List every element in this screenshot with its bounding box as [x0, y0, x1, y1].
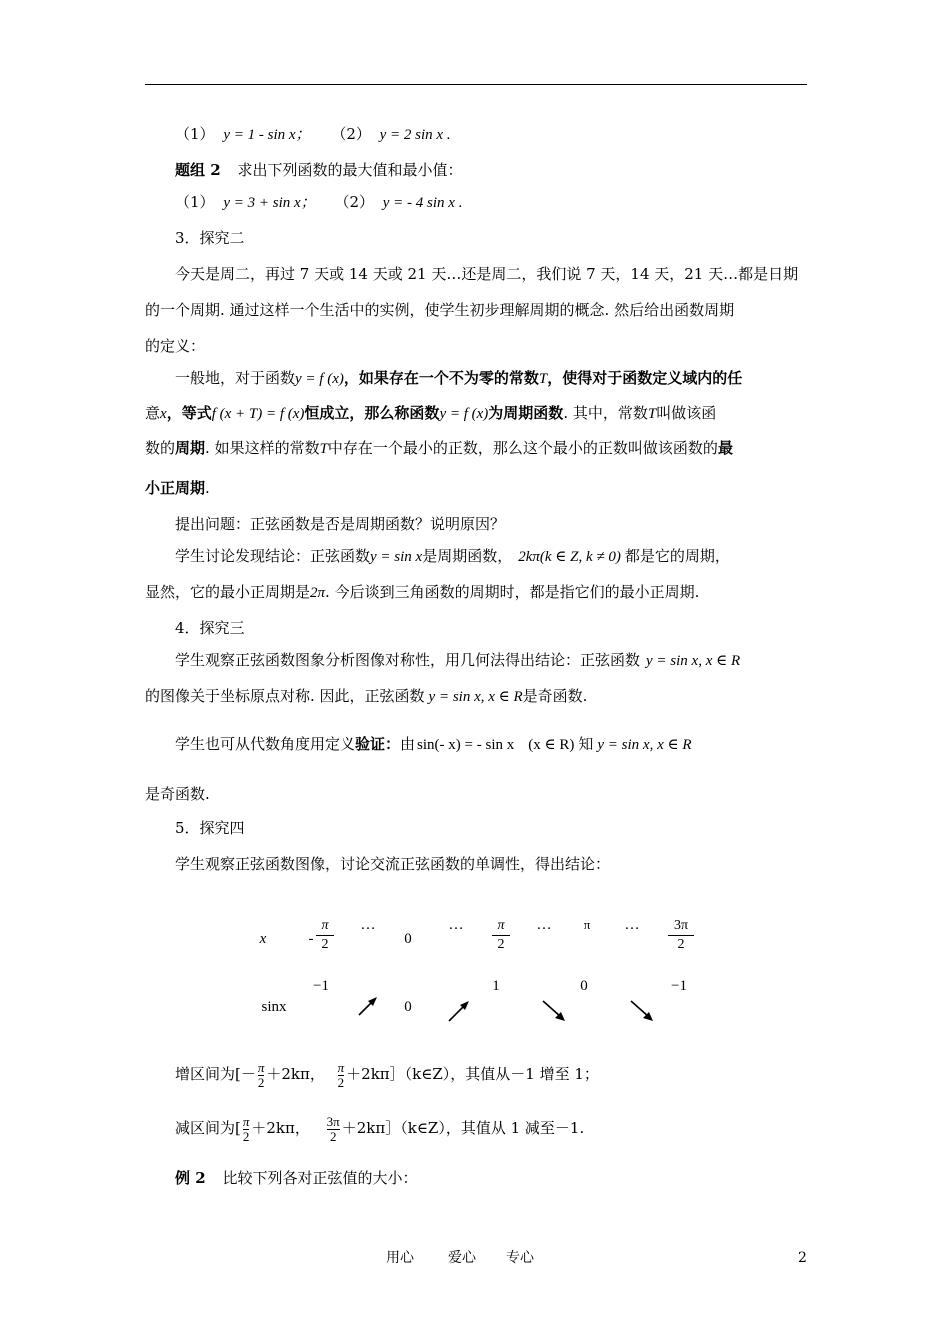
ellipsis: …: [536, 917, 552, 933]
sin-value: 1: [492, 978, 500, 994]
denominator: 2: [497, 937, 505, 952]
fraction-3pi-over-2: [327, 1115, 340, 1144]
denominator: 2: [257, 1074, 265, 1090]
text: 学生讨论发现结论：正弦函数: [175, 547, 371, 565]
formula: y = sin x, x ∈ R: [428, 689, 523, 705]
text: 一般地，对于函数: [175, 369, 296, 387]
formula: y = 3 + sin x；: [223, 195, 316, 211]
footer-text: 专心: [506, 1250, 534, 1266]
problem-line-1: [175, 124, 807, 145]
formula: x: [160, 406, 167, 422]
paragraph-line: 今天是周二，再过 7 天或 14 天或 21 天…还是周二，我们说 7 天，14 天，21 天…都是日期: [175, 265, 799, 283]
text: 由: [400, 735, 416, 753]
increasing-interval: [175, 1054, 807, 1098]
definition-line-2: [145, 403, 807, 424]
ellipsis: …: [624, 917, 640, 933]
page-number: 2: [798, 1250, 807, 1266]
formula: 2kπ(k ∈ Z, k ≠ 0): [518, 549, 621, 565]
formula: y = - 4 sin x .: [382, 195, 463, 211]
numerator: π: [242, 1113, 250, 1129]
item-label: （2）: [331, 125, 371, 143]
formula: y = 2 sin x .: [379, 127, 451, 143]
ellipsis: …: [360, 917, 376, 933]
definition-line-3: [145, 438, 807, 459]
group-text: 求出下列函数的最大值和最小值：: [237, 161, 463, 179]
section-heading-5: 5．探究四: [175, 819, 245, 837]
problem-line-2: [175, 192, 807, 213]
decreasing-interval: [175, 1108, 807, 1152]
example-text: 比较下列各对正弦值的大小：: [222, 1169, 418, 1187]
formula: T: [647, 406, 657, 422]
footer-text: 用心: [386, 1250, 414, 1266]
paragraph-line: 的一个周期. 通过这样一个生活中的实例，使学生初步理解周期的概念. 然后给出函数周期: [145, 301, 735, 319]
group-label: 题组 2: [175, 161, 221, 179]
fraction-pi-over-2: [492, 918, 510, 953]
fraction-pi-over-2: [258, 1061, 265, 1090]
denominator: 2: [242, 1128, 250, 1144]
text: ＋2kπ］（k∈Z），其值从－1 增至 1；: [346, 1065, 599, 1083]
numerator: 3π: [673, 918, 689, 933]
conclusion-line-1: [175, 546, 807, 567]
formula: y = f (x): [439, 406, 489, 422]
symmetry-line-4: 是奇函数.: [145, 785, 210, 803]
formula: 2π: [310, 585, 326, 601]
example-2-heading: [175, 1168, 807, 1188]
sinx-row-label: sinx: [261, 999, 287, 1015]
symmetry-line-2: [145, 686, 807, 707]
formula: f (x + T) = f (x): [211, 406, 305, 422]
text: . 如果这样的常数: [205, 439, 320, 457]
text: ＋2kπ，: [266, 1065, 325, 1083]
text: 小正周期: [145, 479, 206, 497]
denominator: 2: [337, 1074, 345, 1090]
example-label: 例 2: [175, 1169, 206, 1187]
section-heading-4: 4．探究三: [175, 619, 245, 637]
question-line: 提出问题：正弦函数是否是周期函数？说明原因？: [175, 515, 506, 533]
fraction-pi-over-2: [243, 1115, 250, 1144]
item-label: （1）: [175, 193, 215, 211]
formula: (x ∈ R): [528, 737, 575, 753]
text: ＋2kπ，: [251, 1119, 310, 1137]
text: 知: [578, 735, 594, 753]
formula: y = sin x, x ∈ R: [646, 653, 741, 669]
text: 显然，它的最小正周期是: [145, 583, 311, 601]
minus-sign: -: [308, 931, 314, 947]
sin-value: −1: [313, 978, 329, 994]
text: 学生也可从代数角度用定义: [175, 735, 356, 753]
formula: y = f (x): [295, 371, 344, 387]
header-rule: [145, 84, 807, 85]
monotonic-intro: 学生观察正弦函数图像，讨论交流正弦函数的单调性，得出结论：: [175, 855, 611, 873]
footer-text: 爱心: [448, 1250, 476, 1266]
x-row-label: x: [259, 931, 267, 947]
text: 恒成立，那么称函数: [304, 404, 440, 422]
symmetry-line-1: [175, 650, 807, 671]
text: 最: [717, 439, 733, 457]
formula: T: [538, 371, 548, 387]
text: 都是它的周期，: [624, 547, 730, 565]
arrow-down-right-icon: [540, 998, 568, 1024]
text: ，等式: [166, 404, 212, 422]
formula: sin(- x) = - sin x: [417, 737, 515, 753]
fraction-neg-pi-over-2: [316, 918, 334, 953]
sin-value: −1: [671, 978, 687, 994]
text: 的图像关于坐标原点对称. 因此，正弦函数: [145, 687, 425, 705]
denominator: 2: [321, 937, 329, 952]
item-label: （2）: [334, 193, 374, 211]
sin-value: 0: [580, 978, 588, 994]
text: 周期: [175, 439, 206, 457]
text: 学生观察正弦函数图象分析图像对称性，用几何法得出结论：正弦函数: [175, 651, 641, 669]
paragraph-line: 的定义：: [145, 337, 206, 355]
numerator: π: [497, 918, 505, 933]
text: 叫做该函: [656, 404, 717, 422]
x-value-zero: 0: [404, 931, 412, 947]
arrow-up-right-icon: [446, 998, 472, 1024]
text: . 今后谈到三角函数的周期时，都是指它们的最小正周期.: [325, 583, 700, 601]
numerator: π: [321, 918, 329, 933]
ellipsis: …: [448, 917, 464, 933]
arrow-up-right-icon: [356, 994, 380, 1018]
formula: y = 1 - sin x；: [223, 127, 311, 143]
definition-line-4: [145, 478, 807, 498]
sin-value: 0: [404, 999, 412, 1015]
formula: y = sin x, x ∈ R: [597, 737, 692, 753]
text: 增区间为[－: [175, 1065, 256, 1083]
symmetry-line-3: [175, 734, 807, 755]
fraction-3pi-over-2: [668, 918, 694, 953]
numerator: 3π: [326, 1113, 340, 1129]
text: ，如果存在一个不为零的常数: [343, 369, 539, 387]
formula: y = sin x: [370, 549, 423, 565]
text: 是奇函数.: [522, 687, 588, 705]
conclusion-line-2: [145, 582, 807, 603]
text: 中存在一个最小的正数，那么这个最小的正数叫做该函数的: [327, 439, 718, 457]
text: 验证：: [355, 735, 401, 753]
item-label: （1）: [175, 125, 215, 143]
numerator: π: [337, 1059, 345, 1075]
denominator: 2: [677, 937, 685, 952]
text: 数的: [145, 439, 176, 457]
denominator: 2: [329, 1128, 337, 1144]
text: 意: [145, 404, 161, 422]
definition-line-1: [175, 368, 807, 389]
text: 是周期函数，: [422, 547, 513, 565]
x-value-pi: π: [583, 917, 591, 932]
problem-group-heading: [175, 160, 807, 180]
text: ，使得对于函数定义域内的任: [547, 369, 743, 387]
text: .: [205, 479, 210, 497]
arrow-down-right-icon: [628, 998, 656, 1024]
fraction-pi-over-2: [338, 1061, 345, 1090]
section-heading-3: 3．探究二: [175, 229, 245, 247]
text: 为周期函数: [488, 404, 564, 422]
text: ＋2kπ］（k∈Z），其值从 1 减至－1.: [341, 1119, 585, 1137]
text: . 其中，常数: [563, 404, 648, 422]
numerator: π: [257, 1059, 265, 1075]
text: 减区间为[: [175, 1119, 241, 1137]
formula: T: [319, 441, 328, 457]
